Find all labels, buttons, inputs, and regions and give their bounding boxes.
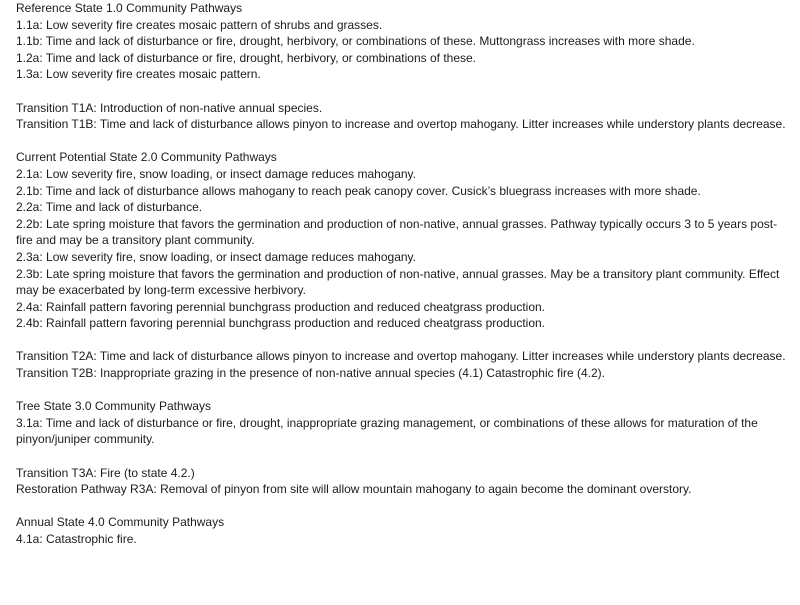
section-heading: Tree State 3.0 Community Pathways: [16, 399, 211, 414]
section-heading: Annual State 4.0 Community Pathways: [16, 515, 225, 530]
transition-line: Transition T2A: Time and lack of disturbance allows pinyon to increase and overtop mahogany. Litter increases while understory plants decrease.: [16, 349, 786, 364]
section-reference-state: [16, 0, 786, 83]
pathway-line: 2.4a: Rainfall pattern favoring perennial bunchgrass production and reduced cheatgrass production.: [16, 299, 546, 314]
section-transitions-3: [16, 465, 786, 498]
transition-line: Transition T1B: Time and lack of disturbance allows pinyon to increase and overtop mahogany. Litter increases while understory plants decrease.: [16, 117, 786, 132]
transition-line: Transition T3A: Fire (to state 4.2.): [16, 465, 195, 480]
pathway-line: 1.3a: Low severity fire creates mosaic pattern.: [16, 67, 261, 82]
pathway-line: 4.1a: Catastrophic fire.: [16, 532, 137, 546]
pathway-line: 3.1a: Time and lack of disturbance or fire, drought, inappropriate grazing management, or combinations of these allows for maturation of the pinyon/juniper community.: [16, 415, 758, 447]
transition-line: Transition T1A: Introduction of non-native annual species.: [16, 100, 323, 115]
restoration-line: Restoration Pathway R3A: Removal of pinyon from site will allow mountain mahogany to again become the dominant overstory.: [16, 482, 692, 497]
pathway-line: 2.4b: Rainfall pattern favoring perennial bunchgrass production and reduced cheatgrass production.: [16, 316, 546, 331]
pathway-line: 2.3a: Low severity fire, snow loading, or insect damage reduces mahogany.: [16, 249, 416, 264]
section-annual-state: [16, 514, 786, 547]
section-heading: Current Potential State 2.0 Community Pathways: [16, 150, 277, 165]
pathway-line: 2.2b: Late spring moisture that favors the germination and production of non-native, annual grasses. Pathway typically occurs 3 to 5 years post-fire and may be a transitory plant community.: [16, 216, 778, 248]
section-transitions-1: [16, 100, 786, 133]
pathway-line: 1.1b: Time and lack of disturbance or fire, drought, herbivory, or combinations of these. Muttongrass increases with more shade.: [16, 34, 695, 49]
pathway-line: 1.1a: Low severity fire creates mosaic pattern of shrubs and grasses.: [16, 17, 383, 32]
pathway-line: 2.1b: Time and lack of disturbance allows mahogany to reach peak canopy cover. Cusick’s bluegrass increases with more shade.: [16, 183, 701, 198]
section-current-potential-state: [16, 149, 786, 332]
pathway-line: 1.2a: Time and lack of disturbance or fire, drought, herbivory, or combinations of these.: [16, 50, 477, 65]
document-body: [16, 0, 786, 564]
section-heading: Reference State 1.0 Community Pathways: [16, 1, 243, 15]
section-transitions-2: [16, 348, 786, 381]
pathway-line: 2.3b: Late spring moisture that favors the germination and production of non-native, annual grasses. May be a transitory plant community. Effect may be exacerbated by long-term excessive herbivory.: [16, 266, 780, 298]
pathway-line: 2.2a: Time and lack of disturbance.: [16, 200, 203, 215]
pathway-line: 2.1a: Low severity fire, snow loading, or insect damage reduces mahogany.: [16, 166, 416, 181]
section-tree-state: [16, 398, 786, 448]
transition-line: Transition T2B: Inappropriate grazing in the presence of non-native annual species (4.1) Catastrophic fire (4.2).: [16, 366, 605, 381]
